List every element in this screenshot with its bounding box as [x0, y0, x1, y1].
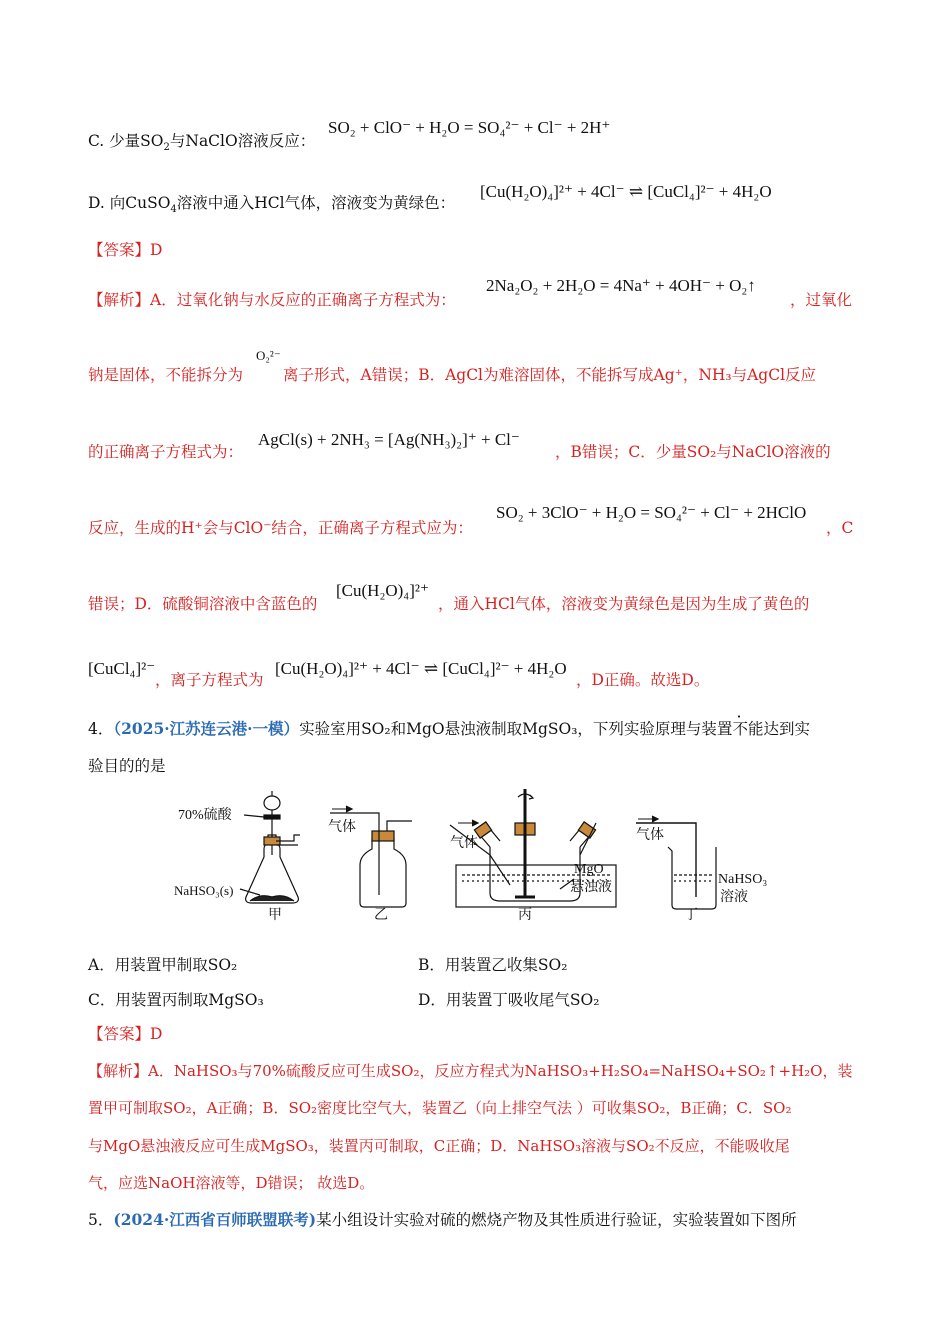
- option-d: D. 向CuSO$_4$溶液中通入HCl气体，溶液变为黄绿色：: [88, 194, 456, 216]
- label-gas-1: 气体: [328, 820, 356, 835]
- q3-analysis-line-1a: 【解析】A．过氧化钠与水反应的正确离子方程式为：: [88, 291, 456, 309]
- q3-analysis-line-3b: ，B错误；C．少量SO₂与NaClO溶液的: [555, 443, 831, 461]
- q4-analysis-line-4: 气，应选NaOH溶液等，D错误； 故选D。: [88, 1174, 375, 1192]
- label-solid: NaHSO₃(s): [174, 883, 234, 898]
- question-number: 5．: [88, 1211, 114, 1229]
- q4-stem-line-1: 4．（2025·江苏连云港·一模）实验室用SO₂和MgO悬浊液制取MgSO₃，下列实验原理与装置不能达到实: [88, 719, 810, 738]
- option-d-equation: [Cu(H₂O)₄]²⁺ + 4Cl⁻ ⇌ [CuCl₄]²⁻ + 4H₂O: [480, 182, 772, 201]
- q3-analysis-eq-2: O₂²⁻: [256, 348, 281, 363]
- option-c-equation: SO₂ + ClO⁻ + H₂O = SO₄²⁻ + Cl⁻ + 2H⁺: [328, 118, 611, 137]
- q3-analysis-eq-5: [Cu(H₂O)₄]²⁺: [336, 581, 429, 600]
- q3-analysis-line-5a: 错误；D．硫酸铜溶液中含蓝色的: [88, 595, 318, 613]
- q4-option-b: B．用装置乙收集SO₂: [418, 956, 568, 974]
- q4-analysis-line-3: 与MgO悬浊液反应可生成MgSO₃，装置丙可制取，C正确；D．NaHSO₃溶液与SO₂不反应，不能吸收尾: [88, 1137, 790, 1155]
- q3-analysis-line-5b: ，通入HCl气体，溶液变为黄绿色是因为生成了黄色的: [438, 595, 810, 613]
- apparatus-yi: [328, 806, 412, 923]
- option-c: C. 少量$SO_2$与NaClO溶液反应：: [88, 132, 316, 154]
- label-acid: 70%硫酸: [178, 808, 232, 823]
- question-source: (2024·江西省百师联盟联考): [113, 1210, 317, 1229]
- q3-analysis-line-4a: 反应，生成的H⁺会与ClO⁻结合，正确离子方程式应为：: [88, 519, 473, 537]
- label-gas-3: 气体: [636, 828, 664, 843]
- label-gas-2: 气体: [450, 836, 478, 851]
- q3-answer: 【答案】D: [88, 241, 163, 259]
- q3-analysis-eq-6a: [CuCl₄]²⁻: [88, 659, 156, 678]
- q4-analysis-line-2: 置甲可制取SO₂，A正确；B．SO₂密度比空气大，装置乙（向上排空气法 ）可收集SO₂，B正确；C．SO₂: [88, 1099, 792, 1117]
- label-nahso3: NaHSO₃: [718, 872, 768, 887]
- q4-stem-line-2: 验目的的是: [88, 757, 166, 775]
- q3-analysis-line-4b: ，C: [826, 519, 854, 537]
- q4-option-d: D．用装置丁吸收尾气SO₂: [418, 991, 600, 1009]
- question-source: （2025·江苏连云港·一模）: [113, 719, 300, 738]
- apparatus-ding: [636, 816, 767, 923]
- label-yi: 乙: [374, 908, 388, 923]
- q3-analysis-line-6a: ，离子方程式为: [155, 671, 264, 689]
- q3-analysis-line-2b: 离子形式，A错误；B．AgCl为难溶固体，不能拆写成Ag⁺，NH₃与AgCl反应: [283, 366, 817, 384]
- question-number: 4．: [88, 720, 114, 738]
- emphasis-not: 不能: [732, 720, 764, 738]
- apparatus-jia: [174, 791, 300, 923]
- label-ding: 丁: [684, 908, 698, 923]
- label-suspension: 悬浊液: [570, 880, 612, 895]
- q3-analysis-eq-6b: [Cu(H₂O)₄]²⁺ + 4Cl⁻ ⇌ [CuCl₄]²⁻ + 4H₂O: [275, 659, 567, 678]
- q5-stem: 5．(2024·江西省百师联盟联考)某小组设计实验对硫的燃烧产物及其性质进行验证，实验装置如下图所: [88, 1210, 797, 1229]
- label-jia: 甲: [268, 908, 282, 923]
- q4-answer: 【答案】D: [88, 1025, 163, 1043]
- apparatus-figure: [160, 785, 800, 930]
- q4-analysis-line-1: 【解析】A．NaHSO₃与70%硫酸反应可生成SO₂，反应方程式为NaHSO₃+H₂SO₄=NaHSO₄+SO₂↑+H₂O，装: [88, 1062, 853, 1080]
- label-solution: 溶液: [720, 890, 748, 905]
- label-bing: 丙: [518, 908, 532, 923]
- q3-analysis-eq-3: AgCl(s) + 2NH₃ = [Ag(NH₃)₂]⁺ + Cl⁻: [258, 430, 520, 449]
- apparatus-bing: [450, 789, 616, 923]
- q3-analysis-line-3a: 的正确离子方程式为：: [88, 443, 244, 461]
- q3-analysis-line-2a: 钠是固体，不能拆分为: [88, 366, 244, 384]
- q3-analysis-line-6b: ，D正确。故选D。: [576, 671, 710, 689]
- q3-analysis-line-1b: ，过氧化: [790, 291, 853, 309]
- q4-option-c: C．用装置丙制取MgSO₃: [88, 991, 264, 1009]
- q3-analysis-eq-1: 2Na₂O₂ + 2H₂O = 4Na⁺ + 4OH⁻ + O₂↑: [486, 276, 756, 295]
- q3-analysis-eq-4: SO₂ + 3ClO⁻ + H₂O = SO₄²⁻ + Cl⁻ + 2HClO: [496, 503, 807, 522]
- q4-option-a: A．用装置甲制取SO₂: [88, 956, 238, 974]
- label-mgo: MgO: [574, 862, 604, 877]
